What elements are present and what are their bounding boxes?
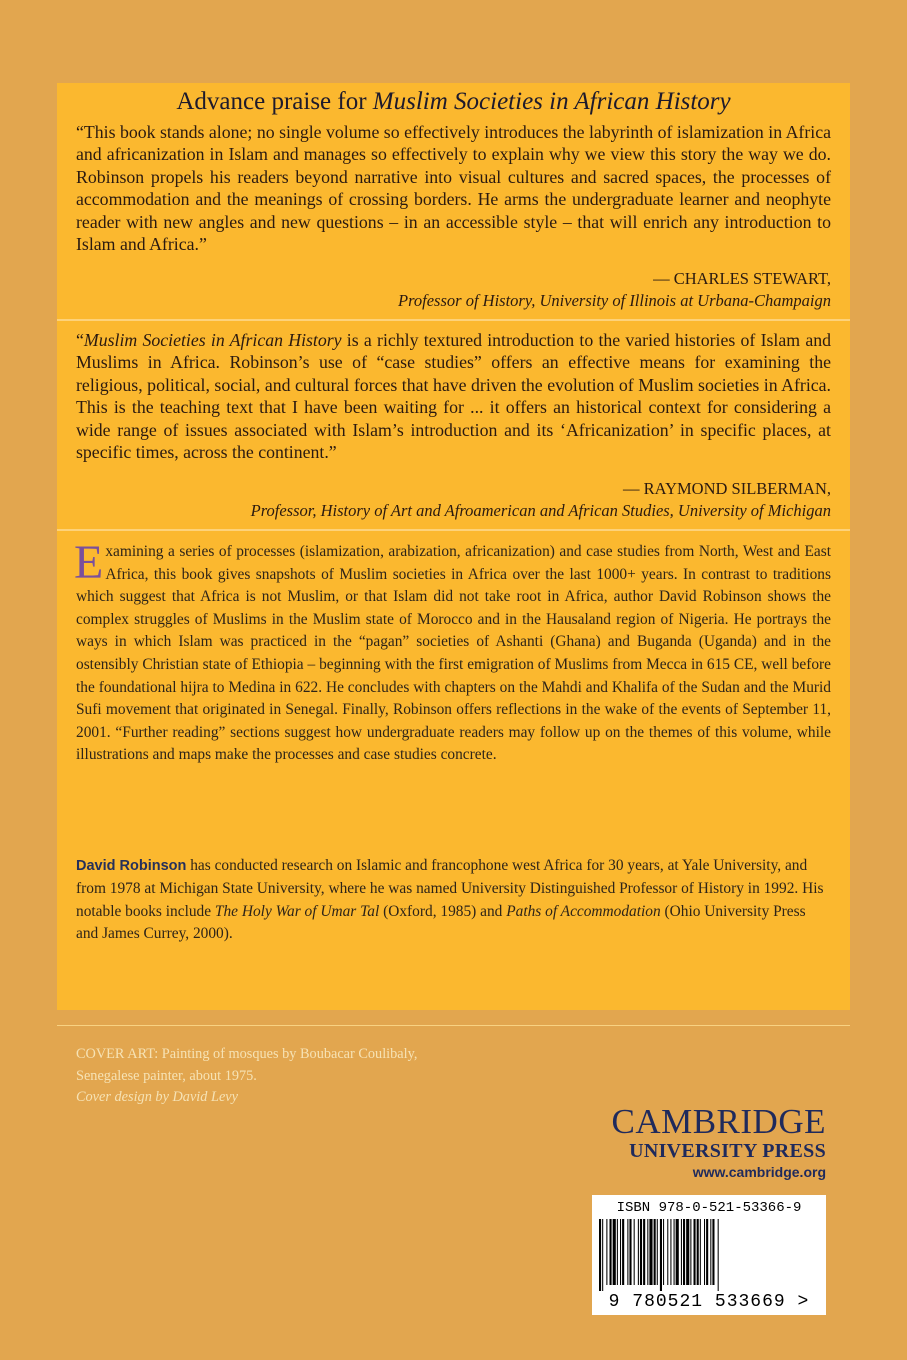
barcode-stripe [627, 1219, 628, 1285]
barcode-stripe [643, 1219, 645, 1285]
barcode-stripe [718, 1219, 719, 1291]
barcode-stripe [663, 1219, 664, 1285]
barcode-stripe [629, 1219, 631, 1285]
publisher-name: CAMBRIDGE [611, 1102, 826, 1141]
barcode-stripe [697, 1219, 699, 1285]
barcode-bars [599, 1219, 819, 1291]
book-description [74, 536, 831, 767]
barcode-stripe [676, 1219, 679, 1285]
publisher-logo [560, 1104, 826, 1182]
barcode-stripe [670, 1219, 671, 1285]
barcode-stripe [712, 1219, 714, 1285]
divider [57, 529, 850, 531]
barcode-stripe [613, 1219, 616, 1285]
barcode-stripe [710, 1219, 711, 1285]
bio-book-title: Paths of Accommodation [506, 902, 661, 920]
divider [57, 319, 850, 321]
cover-credits [76, 1044, 496, 1109]
barcode-stripe [706, 1219, 708, 1285]
bio-book-title: The Holy War of Umar Tal [214, 902, 380, 920]
description-body: xamining a series of processes (islamization, arabization, africanization) and case studies from North, West and East Africa, this book gives snapshots of Muslim societies in Africa over the last 1000+ years. In contrast to traditions which suggest that Africa is not Muslim, or that Islam did not take root in Africa, author David Robinson shows the complex struggles of Muslims in the Muslim state of Morocco and in the Hausaland region of Nigeria. He portrays the ways in which Islam was practiced in the “pagan” societies of Ashanti (Ghana) and Buganda (Uganda) and in the ostensibly Christian state of Ethiopia – beginning with the first emigration of Muslims from Mecca in 615 CE, well before the foundational hijra to Medina in 622. He concludes with chapters on the Mahdi and Khalifa of the Sudan and the Murid Sufi movement that originated in Senegal. Finally, Robinson offers reflections in the wake of the events of September 11, 2001. “Further reading” sections suggest how undergraduate readers may follow up on the themes of this volume, while illustrations and maps make the processes and case studies concrete. [76, 543, 831, 764]
credit-line: Senegalese painter, about 1975. [76, 1067, 257, 1084]
bio-text: (Oxford, 1985) and [379, 902, 507, 920]
heading-prefix: Advance praise for [176, 88, 373, 115]
bio-text: (Ohio University Press and James Currey, 2000). [76, 902, 806, 943]
barcode-stripe [638, 1219, 639, 1285]
bottom-divider [57, 1025, 850, 1026]
barcode-stripe [674, 1219, 675, 1285]
barcode-stripe [606, 1219, 607, 1285]
barcode-stripe [610, 1219, 612, 1285]
quote-stewart: “This book stands alone; no single volume so effectively introduces the labyrinth of islamization in Africa and africanization in Islam and manages so effectively to explain why we view this story the way we do. Robinson propels his readers beyond narrative into visual cultures and sacred spaces, the processes of accommodation and the meanings of crossing borders. He arms the undergraduate learner and neophyte reader with new angles and new questions – in an accessible style – that will enrich any introduction to Islam and Africa.” [76, 122, 831, 255]
attribution-role: Professor, History of Art and Afroamerican and African Studies, University of Michigan [250, 501, 831, 521]
quote-silberman [76, 329, 831, 463]
author-name: David Robinson [76, 858, 187, 874]
quote-book-title: Muslim Societies in African History [83, 330, 342, 350]
author-bio [76, 855, 831, 946]
credit-line: COVER ART: Painting of mosques by Boubacar Coulibaly, [76, 1046, 418, 1062]
attribution-name: — RAYMOND SILBERMAN, [623, 479, 831, 498]
barcode-stripe [640, 1219, 642, 1285]
barcode-stripe [690, 1219, 691, 1285]
barcode-stripe [686, 1219, 689, 1285]
text-panel [57, 83, 850, 1010]
bio-text: has conducted research on Islamic and francophone west Africa for 30 years, at Yale University, and from 1978 at Michigan State University, where he was named University Distinguished Professor of History in 1992. His notable books include [76, 857, 824, 920]
barcode-stripe [660, 1219, 662, 1291]
isbn-label: ISBN 978-0-521-53366-9 [616, 1200, 802, 1216]
barcode-digits: 9 780521 533669 > [608, 1292, 810, 1312]
barcode-stripe [683, 1219, 685, 1285]
attribution-name: — CHARLES STEWART, [653, 269, 831, 288]
barcode-stripe [620, 1219, 621, 1285]
barcode-stripe [599, 1219, 601, 1291]
barcode-stripe [617, 1219, 618, 1285]
publisher-subtitle: UNIVERSITY PRESS [629, 1140, 826, 1162]
barcode-stripe [622, 1219, 624, 1285]
barcode-stripe [634, 1219, 635, 1285]
barcode-stripe [602, 1219, 603, 1291]
barcode-stripe [694, 1219, 696, 1285]
barcode [592, 1195, 826, 1315]
barcode-stripe [657, 1219, 658, 1285]
barcode-stripe [700, 1219, 701, 1285]
barcode-stripe [704, 1219, 705, 1285]
quote-body: is a richly textured introduction to the varied histories of Islam and Muslims in Africa. Robinson’s use of “case studies” offers an effective means for examining the religious, political, social, and cultural forces that have driven the evolution of Muslim societies in Africa. This is the teaching text that I have been waiting for ... it offers an historical context for considering a wide range of issues associated with Islam’s introduction and its ‘Africanization’ in specific places, at specific times, across the continent.” [76, 330, 831, 463]
barcode-stripe [654, 1219, 656, 1285]
praise-heading [57, 88, 850, 116]
heading-book-title: Muslim Societies in African History [372, 88, 731, 115]
barcode-stripe [649, 1219, 652, 1285]
barcode-stripe [681, 1219, 682, 1285]
attribution-silberman [251, 478, 831, 523]
attribution-stewart [398, 268, 831, 313]
attribution-role: Professor of History, University of Illinois at Urbana-Champaign [398, 291, 831, 311]
design-credit: Cover design by David Levy [76, 1089, 238, 1105]
publisher-url: www.cambridge.org [692, 1164, 826, 1180]
barcode-stripe [647, 1219, 648, 1285]
drop-cap: E [74, 536, 104, 589]
barcode-stripe [667, 1219, 668, 1285]
quote-open-mark: “ [76, 330, 84, 350]
